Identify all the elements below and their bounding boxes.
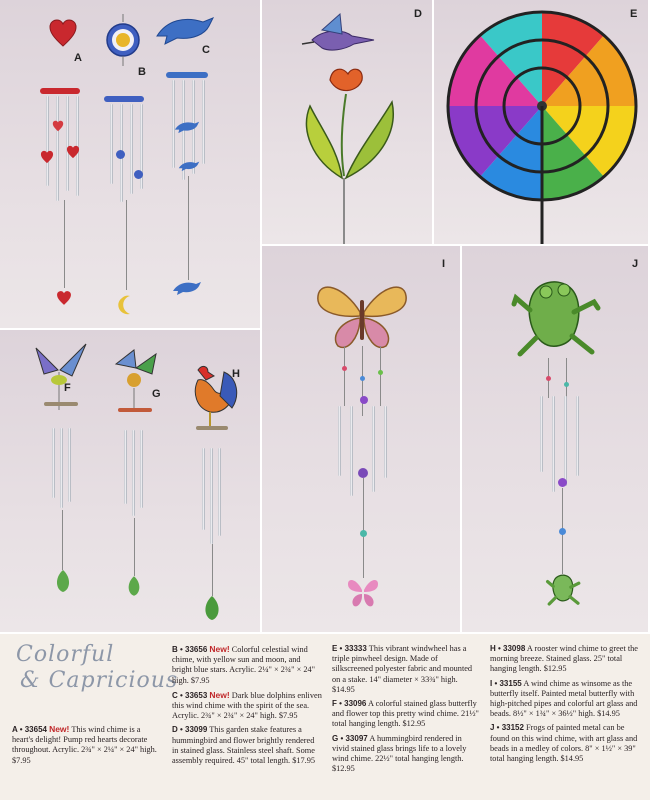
product-description-h: H • 33098 A rooster wind chime to greet the morning breeze. Stained glass. 25" total hanging length. $12.95 bbox=[490, 644, 638, 674]
sun-icon bbox=[105, 14, 141, 66]
catalog-heading: Colorful & Capricious bbox=[16, 642, 179, 693]
panel-letter-a: A bbox=[74, 52, 82, 64]
dolphin-icon bbox=[172, 280, 202, 296]
heart-icon bbox=[40, 150, 54, 164]
leaf-icon bbox=[202, 596, 222, 620]
product-description-e: E • 33333 This vibrant windwheel has a triple pinwheel design. Made of silkscreened polyester fabric and mounted on a stake. 14" diameter × 33¾" high. $14.95 bbox=[332, 644, 473, 694]
description-column-4 bbox=[490, 644, 644, 768]
leaf-icon bbox=[126, 576, 142, 596]
hummingbird-flower-stake bbox=[282, 10, 412, 246]
dolphin-icon bbox=[155, 14, 215, 46]
panel-letter-d: D bbox=[414, 8, 422, 20]
frog-icon bbox=[546, 572, 582, 608]
description-column-1 bbox=[12, 724, 158, 770]
panel-letter-h: H bbox=[232, 368, 240, 380]
hummingbird-topper bbox=[106, 344, 166, 410]
panel-fgh bbox=[0, 330, 262, 634]
heart-icon bbox=[52, 120, 64, 132]
description-column-3 bbox=[332, 644, 480, 778]
heart-icon bbox=[66, 145, 80, 159]
butterfly-flower-topper bbox=[28, 340, 92, 410]
leaf-icon bbox=[54, 570, 72, 592]
panel-d bbox=[262, 0, 434, 246]
panel-letter-f: F bbox=[64, 382, 71, 394]
product-description-f: F • 33096 A colorful stained glass butterfly and flower top this pretty wind chime. 21½" total hanging length. $12.95 bbox=[332, 699, 479, 729]
frog-topper bbox=[512, 276, 602, 362]
panel-e bbox=[434, 0, 650, 246]
panel-letter-i: I bbox=[442, 258, 446, 270]
product-description-b: B • 33656 New! Colorful celestial wind chime, with yellow sun and moon, and bright blue stars. Acrylic. 2¼" × 2¾" × 24" high. $7.95 bbox=[172, 644, 316, 685]
product-description-a: A • 33654 New! This wind chime is a heart's delight! Pump red hearts decorate throughout. Acrylic. 2¾" × 2¼" × 24" high. $7.95 bbox=[12, 724, 157, 765]
panel-j bbox=[462, 246, 650, 634]
product-description-j: J • 33152 Frogs of painted metal can be found on this wind chime, with art glass and beads in a medley of colors. 8" × 1½" × 39" total hanging length. $14.95 bbox=[490, 723, 638, 764]
heart-icon bbox=[56, 290, 72, 306]
butterfly-icon bbox=[346, 576, 380, 608]
panel-abc bbox=[0, 0, 262, 330]
panel-letter-c: C bbox=[202, 44, 210, 56]
panel-letter-g: G bbox=[152, 388, 161, 400]
product-description-i: I • 33155 A wind chime as winsome as the butterfly itself. Painted metal butterfly with high-pitched pipes and colorful art glass and beads. 8½" × 1¾" × 36½" high. $14.95 bbox=[490, 678, 638, 719]
product-description-g: G • 33097 A hummingbird rendered in vivid stained glass brings life to a lovely wind chime. 22½" total hanging length. $12.95 bbox=[332, 733, 467, 774]
pinwheel-windwheel bbox=[442, 6, 642, 246]
moon-icon bbox=[116, 294, 136, 316]
panel-letter-j: J bbox=[632, 258, 639, 270]
panel-letter-b: B bbox=[138, 66, 146, 78]
heart-icon bbox=[48, 18, 78, 48]
panel-i bbox=[262, 246, 462, 634]
description-column-2 bbox=[172, 644, 322, 770]
dolphin-icon bbox=[174, 120, 200, 134]
dolphin-icon bbox=[178, 160, 200, 172]
product-description-c: C • 33653 New! Dark blue dolphins enliven this wind chime with the spirit of the sea. Acrylic. 2¾" × 2¾" × 24" high. $7.95 bbox=[172, 689, 322, 721]
product-description-d: D • 33099 This garden stake features a hummingbird and flower brightly rendered in stained glass. Stainless steel shaft. Some assembly required. 45" total length. $17.95 bbox=[172, 725, 316, 766]
butterfly-topper bbox=[314, 276, 410, 356]
panel-letter-e: E bbox=[630, 8, 638, 20]
